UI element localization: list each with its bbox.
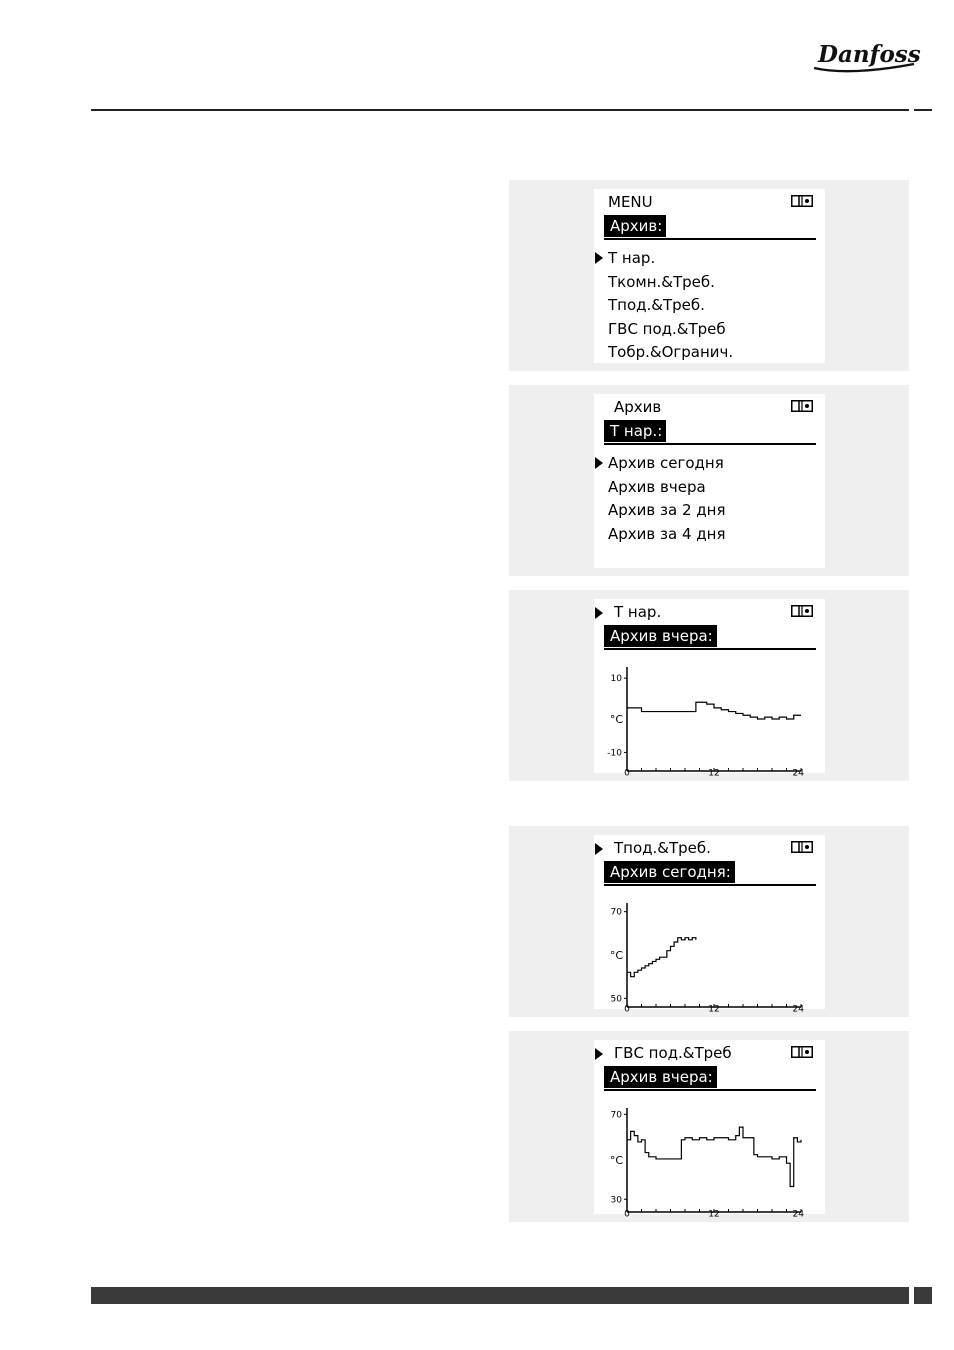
x-tick-label: 12 bbox=[708, 768, 720, 779]
header-rule-stub bbox=[914, 109, 932, 111]
selected-menu-header[interactable]: Архив вчера: bbox=[604, 625, 717, 647]
series-line bbox=[627, 702, 801, 719]
header-divider bbox=[604, 1089, 816, 1091]
menu-item[interactable]: Архив за 4 дня bbox=[608, 524, 726, 543]
display-mode-icon bbox=[791, 605, 813, 617]
menu-item[interactable]: Tпод.&Треб. bbox=[608, 296, 705, 314]
x-tick-label: 12 bbox=[708, 1209, 720, 1220]
screen-title: Tпод.&Треб. bbox=[614, 839, 711, 857]
menu-item[interactable]: Архив вчера bbox=[608, 477, 706, 496]
header-divider bbox=[604, 884, 816, 886]
archive-chart bbox=[594, 1100, 825, 1220]
cursor-arrow-icon bbox=[595, 457, 603, 469]
unit-label: °C bbox=[609, 713, 623, 726]
cursor-arrow-icon bbox=[595, 252, 603, 264]
archive-chart bbox=[594, 895, 825, 1015]
x-tick-label: 0 bbox=[624, 1004, 630, 1015]
header-rule bbox=[91, 109, 909, 111]
cursor-arrow-icon bbox=[595, 843, 603, 855]
menu-item[interactable]: ГВС под.&Треб bbox=[608, 319, 726, 338]
selected-menu-header[interactable]: Архив сегодня: bbox=[604, 861, 735, 883]
selected-menu-header[interactable]: T нар.: bbox=[604, 420, 666, 442]
x-tick-label: 24 bbox=[792, 1209, 804, 1220]
footer-bar-stub bbox=[914, 1287, 932, 1304]
display-mode-icon bbox=[791, 1046, 813, 1058]
series-line bbox=[627, 938, 696, 977]
x-tick-label: 24 bbox=[792, 1004, 804, 1015]
logo-text: Danfoss bbox=[818, 41, 921, 68]
x-tick-label: 24 bbox=[792, 768, 804, 779]
menu-item[interactable]: Архив сегодня bbox=[608, 454, 724, 472]
header-divider bbox=[604, 238, 816, 240]
cursor-arrow-icon bbox=[595, 607, 603, 619]
danfoss-logo bbox=[810, 38, 920, 78]
header-divider bbox=[604, 443, 816, 445]
display-panel-chart-supply bbox=[509, 826, 909, 1017]
display-panel-chart-dhw bbox=[509, 1031, 909, 1222]
display-panel-menu bbox=[509, 180, 909, 371]
menu-item[interactable]: Tобр.&Огранич. bbox=[608, 343, 734, 361]
y-tick-label: 70 bbox=[610, 1110, 622, 1121]
display-panel-chart-outdoor bbox=[509, 590, 909, 781]
lcd-screen bbox=[594, 1040, 825, 1220]
footer-bar bbox=[91, 1287, 909, 1304]
lcd-screen bbox=[594, 189, 825, 363]
display-mode-icon bbox=[791, 195, 813, 207]
screen-title: ГВС под.&Треб bbox=[614, 1044, 732, 1062]
lcd-screen bbox=[594, 599, 825, 779]
x-tick-label: 0 bbox=[624, 768, 630, 779]
x-tick-label: 12 bbox=[708, 1004, 720, 1015]
series-line bbox=[627, 1127, 801, 1186]
lcd-screen bbox=[594, 835, 825, 1015]
cursor-arrow-icon bbox=[595, 1048, 603, 1060]
y-tick-label: -10 bbox=[607, 748, 622, 759]
menu-item[interactable]: T нар. bbox=[608, 249, 656, 267]
selected-menu-header[interactable]: Архив вчера: bbox=[604, 1066, 717, 1088]
selected-menu-header[interactable]: Архив: bbox=[604, 215, 666, 237]
menu-list bbox=[608, 247, 733, 365]
y-tick-label: 30 bbox=[610, 1195, 622, 1206]
menu-item[interactable]: Архив за 2 дня bbox=[608, 501, 726, 519]
danfoss-logo-mark bbox=[810, 38, 920, 78]
screen-title: MENU bbox=[608, 193, 653, 211]
screen-title: T нар. bbox=[614, 603, 662, 621]
y-tick-label: 70 bbox=[610, 907, 622, 918]
y-tick-label: 10 bbox=[610, 674, 622, 685]
display-mode-icon bbox=[791, 400, 813, 412]
unit-label: °C bbox=[609, 1154, 623, 1167]
x-tick-label: 0 bbox=[624, 1209, 630, 1220]
unit-label: °C bbox=[609, 949, 623, 962]
display-panel-archive bbox=[509, 385, 909, 576]
lcd-screen bbox=[594, 394, 825, 568]
y-tick-label: 50 bbox=[610, 994, 622, 1005]
archive-chart bbox=[594, 659, 825, 779]
header-divider bbox=[604, 648, 816, 650]
screen-title: Архив bbox=[614, 398, 662, 416]
menu-item[interactable]: Tкомн.&Треб. bbox=[608, 272, 715, 291]
display-mode-icon bbox=[791, 841, 813, 853]
menu-list bbox=[608, 452, 725, 546]
